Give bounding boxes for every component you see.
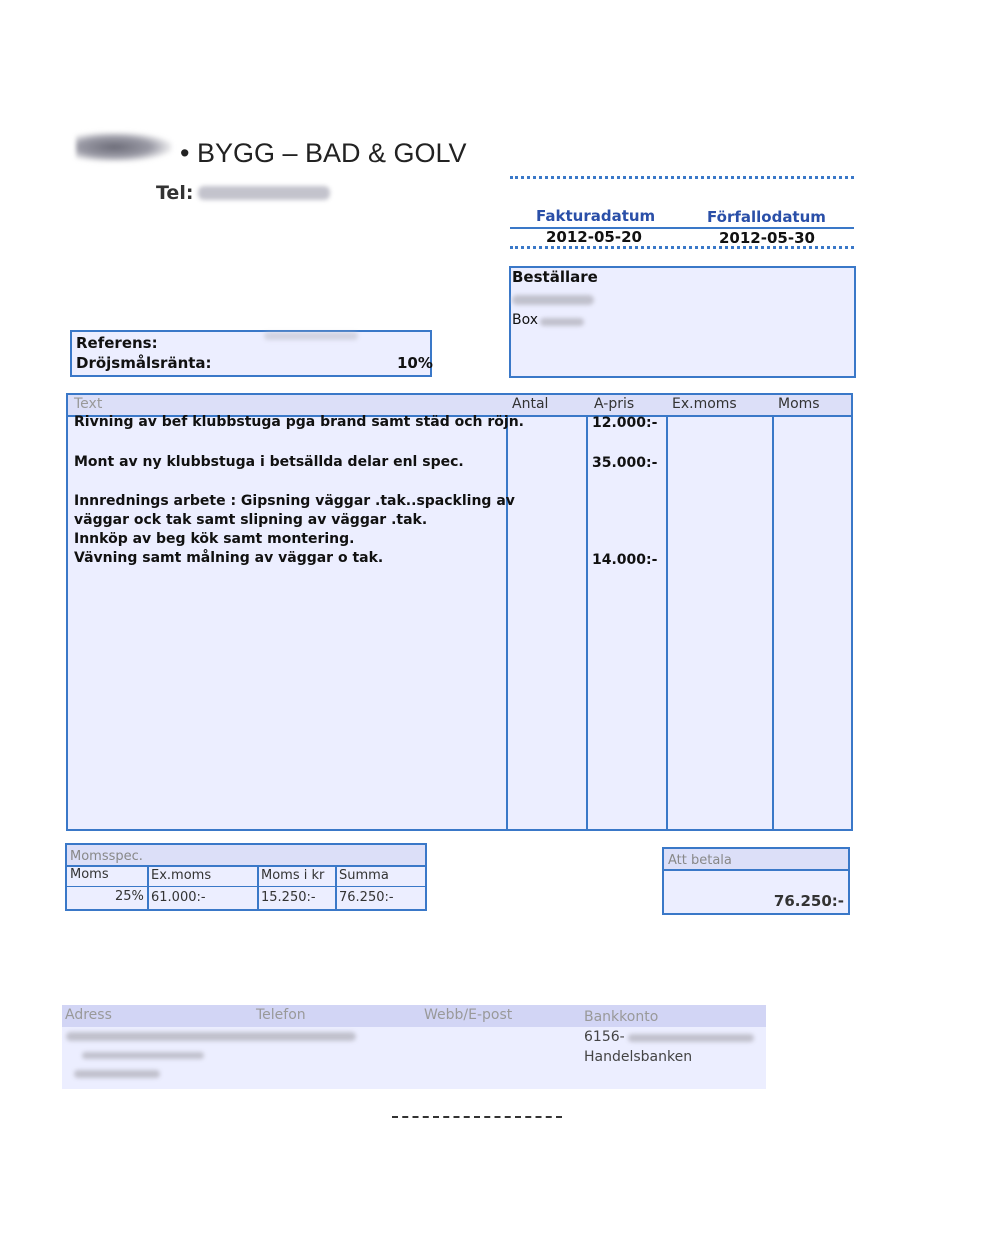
vat-ex-vat-value: 61.000:- bbox=[151, 890, 206, 905]
vat-header-ex-vat: Ex.moms bbox=[151, 868, 212, 883]
vat-total-value: 76.250:- bbox=[339, 890, 394, 905]
amount-due-label: Att betala bbox=[668, 853, 732, 868]
interest-value: 10% bbox=[397, 354, 433, 372]
vat-header-rate: Moms bbox=[70, 867, 109, 882]
footer-bank-label: Bankkonto bbox=[584, 1009, 659, 1025]
due-date-label: Förfallodatum bbox=[707, 208, 826, 226]
redacted-address-line bbox=[82, 1052, 204, 1059]
vat-amount-value: 15.250:- bbox=[261, 890, 316, 905]
line-item-text: Innrednings arbete : Gipsning väggar .tak..spackling av bbox=[74, 493, 515, 509]
col-header-unit-price: A-pris bbox=[594, 396, 635, 412]
amount-due-box bbox=[662, 847, 850, 915]
footer-header bbox=[62, 1005, 766, 1027]
col-header-text: Text bbox=[74, 396, 103, 412]
col-header-vat: Moms bbox=[778, 396, 820, 412]
vat-spec-title: Momsspec. bbox=[70, 849, 143, 864]
line-item-text: Mont av ny klubbstuga i betsällda delar enl spec. bbox=[74, 454, 464, 470]
bank-account: 6156- bbox=[584, 1029, 625, 1045]
vat-spec-header bbox=[67, 845, 425, 867]
bottom-rule bbox=[392, 1116, 562, 1118]
line-item-text: Vävning samt målning av väggar o tak. bbox=[74, 550, 384, 566]
dates-bottom-rule bbox=[510, 246, 854, 249]
line-item-price: 14.000:- bbox=[592, 552, 658, 568]
invoice-date: 2012-05-20 bbox=[546, 228, 642, 246]
interest-label: Dröjsmålsränta: bbox=[76, 354, 212, 372]
customer-title: Beställare bbox=[512, 268, 598, 286]
reference-label: Referens: bbox=[76, 334, 158, 352]
vat-col-divider bbox=[147, 865, 149, 909]
col-divider bbox=[586, 415, 588, 829]
footer bbox=[62, 1005, 766, 1089]
redacted-address-line bbox=[74, 1070, 160, 1078]
customer-box-label: Box bbox=[512, 312, 539, 328]
redacted-box-number bbox=[540, 318, 584, 326]
col-header-qty: Antal bbox=[512, 396, 549, 412]
invoice-date-label: Fakturadatum bbox=[536, 207, 656, 225]
line-item-text: Innköp av beg kök samt montering. bbox=[74, 531, 355, 547]
col-divider bbox=[666, 415, 668, 829]
redacted-phone bbox=[198, 186, 330, 200]
footer-web-label: Webb/E-post bbox=[424, 1007, 513, 1023]
vat-header-vat-amount: Moms i kr bbox=[261, 868, 325, 883]
redacted-bank-account bbox=[628, 1034, 754, 1042]
company-logo bbox=[76, 132, 172, 162]
redacted-reference bbox=[264, 332, 358, 340]
footer-address-label: Adress bbox=[65, 1007, 112, 1023]
line-item-price: 35.000:- bbox=[592, 455, 658, 471]
vat-header-total: Summa bbox=[339, 868, 389, 883]
vat-col-divider bbox=[335, 865, 337, 909]
line-item-price: 12.000:- bbox=[592, 415, 658, 431]
vat-spec-box bbox=[65, 843, 427, 911]
col-divider bbox=[772, 415, 774, 829]
amount-due-value: 76.250:- bbox=[773, 892, 844, 910]
vat-row-divider bbox=[67, 886, 425, 887]
vat-col-divider bbox=[257, 865, 259, 909]
tel-label: Tel: bbox=[156, 182, 194, 204]
invoice-table bbox=[66, 393, 853, 831]
dates-top-rule bbox=[510, 176, 854, 179]
footer-phone-label: Telefon bbox=[256, 1007, 306, 1023]
line-item-text: Rivning av bef klubbstuga pga brand samt städ och röjn. bbox=[74, 414, 524, 430]
col-divider bbox=[506, 415, 508, 829]
col-header-ex-vat: Ex.moms bbox=[672, 396, 737, 412]
redacted-customer-name bbox=[512, 295, 594, 305]
vat-rate: 25% bbox=[115, 889, 144, 904]
amount-due-header bbox=[664, 849, 848, 871]
line-item-text: väggar ock tak samt slipning av väggar .tak. bbox=[74, 512, 428, 528]
company-name: • BYGG – BAD & GOLV bbox=[180, 138, 467, 168]
due-date: 2012-05-30 bbox=[719, 229, 815, 247]
reference-box bbox=[70, 330, 432, 377]
redacted-address-line bbox=[66, 1032, 356, 1041]
bank-name: Handelsbanken bbox=[584, 1049, 693, 1065]
